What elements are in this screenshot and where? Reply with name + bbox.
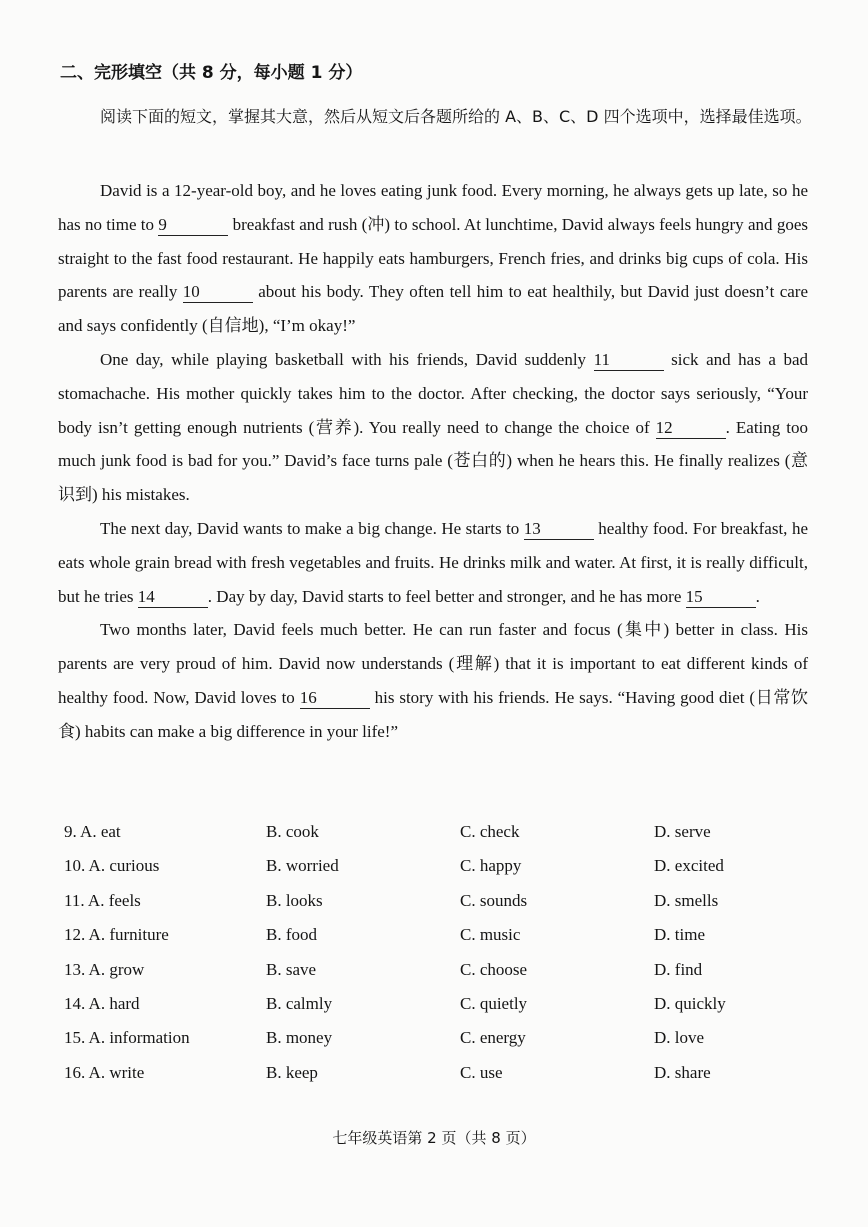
answer-blank: 9 (158, 215, 228, 236)
option-row (64, 925, 804, 959)
option-c: C. check (460, 822, 520, 841)
option-row (64, 856, 804, 890)
section-heading: 二、完形填空（共 8 分，每小题 1 分） (60, 63, 363, 83)
option-c: C. sounds (460, 890, 528, 910)
option-b: B. food (266, 925, 317, 945)
option-d: D. share (654, 1062, 711, 1082)
option-c: C. energy (460, 1028, 526, 1048)
passage-text: . Day by day, David starts to feel better and stronger, and he has more (207, 586, 686, 606)
option-b: B. cook (266, 822, 319, 841)
page-footer: 七年级英语第 2 页（共 8 页） (332, 1129, 536, 1147)
section-instruction: 阅读下面的短文，掌握其大意，然后从短文后各题所给的 A、B、C、D 四个选项中，选择最佳选项。 (100, 107, 812, 126)
option-b: B. save (266, 959, 317, 979)
option-c: C. choose (460, 959, 528, 979)
option-row (64, 960, 804, 994)
option-row (64, 1063, 804, 1097)
passage-paragraph (58, 174, 808, 343)
passage-text: David is a 12-year-old boy, and he loves eating junk food. Every morning, he always gets up late, so he has no time to (58, 181, 808, 234)
answer-blank: 13 (524, 519, 594, 540)
answer-blank: 11 (594, 350, 664, 371)
option-d: D. quickly (654, 993, 726, 1013)
option-row (64, 1028, 804, 1062)
option-d: D. excited (654, 856, 724, 876)
cloze-passage (58, 174, 808, 749)
options-list (64, 822, 804, 1097)
option-a: 16. A. write (64, 1062, 145, 1082)
passage-text: sick and has a bad stomachache. His mother quickly takes him to the doctor. After checking, the doctor says seriously, “Your body isn’t getting enough nutrients (营养). You really need to change the choice of (58, 349, 808, 437)
option-a: 13. A. grow (64, 959, 145, 979)
option-d: D. find (654, 959, 703, 979)
answer-blank: 15 (686, 587, 756, 608)
passage-paragraph (58, 512, 808, 613)
passage-text: . Eating too much junk food is bad for you.” David’s face turns pale (苍白的) when he hears this. He finally realizes (意识到) his mistakes. (58, 417, 808, 505)
passage-paragraph (58, 613, 808, 748)
option-row (64, 822, 804, 856)
answer-blank: 10 (183, 282, 253, 303)
option-row (64, 891, 804, 925)
option-a: 9. A. eat (64, 822, 121, 841)
passage-text: healthy food. For breakfast, he eats whole grain bread with fresh vegetables and fruits. He drinks milk and water. At first, it is really difficult, but he tries (58, 518, 808, 606)
option-c: C. happy (460, 856, 522, 876)
passage-text: The next day, David wants to make a big change. He starts to (100, 518, 524, 538)
option-c: C. music (460, 925, 521, 945)
option-d: D. serve (654, 822, 711, 841)
option-b: B. calmly (266, 993, 333, 1013)
option-a: 14. A. hard (64, 993, 140, 1013)
passage-text: Two months later, David feels much better. He can run faster and focus (集中) better in class. His parents are very proud of him. David now understands (理解) that it is important to eat different kinds of healthy food. Now, David loves to (58, 620, 808, 707)
option-b: B. worried (266, 856, 339, 876)
option-a: 15. A. information (64, 1028, 190, 1048)
option-a: 12. A. furniture (64, 925, 169, 945)
answer-blank: 16 (300, 688, 370, 709)
answer-blank: 12 (656, 418, 726, 439)
passage-paragraph (58, 343, 808, 512)
passage-text: One day, while playing basketball with his friends, David suddenly (100, 349, 594, 369)
option-c: C. use (460, 1062, 503, 1082)
option-b: B. money (266, 1028, 333, 1048)
passage-text: his story with his friends. He says. “Having good diet (日常饮食) habits can make a big difference in your life!” (58, 687, 808, 741)
passage-text: about his body. They often tell him to eat healthily, but David just doesn’t care and says confidently (自信地), “I’m okay!” (58, 282, 809, 336)
option-b: B. keep (266, 1062, 318, 1082)
option-a: 10. A. curious (64, 856, 160, 876)
option-c: C. quietly (460, 993, 528, 1013)
passage-text: breakfast and rush (冲) to school. At lunchtime, David always feels hungry and goes straight to the fast food restaurant. He happily eats hamburgers, French fries, and drinks big cups of cola. His parents are really (58, 214, 808, 302)
option-row (64, 994, 804, 1028)
option-d: D. love (654, 1028, 705, 1048)
passage-text: . (755, 586, 760, 606)
option-a: 11. A. feels (64, 890, 141, 910)
option-d: D. time (654, 925, 705, 945)
answer-blank: 14 (138, 587, 208, 608)
option-d: D. smells (654, 890, 719, 910)
option-b: B. looks (266, 890, 323, 910)
